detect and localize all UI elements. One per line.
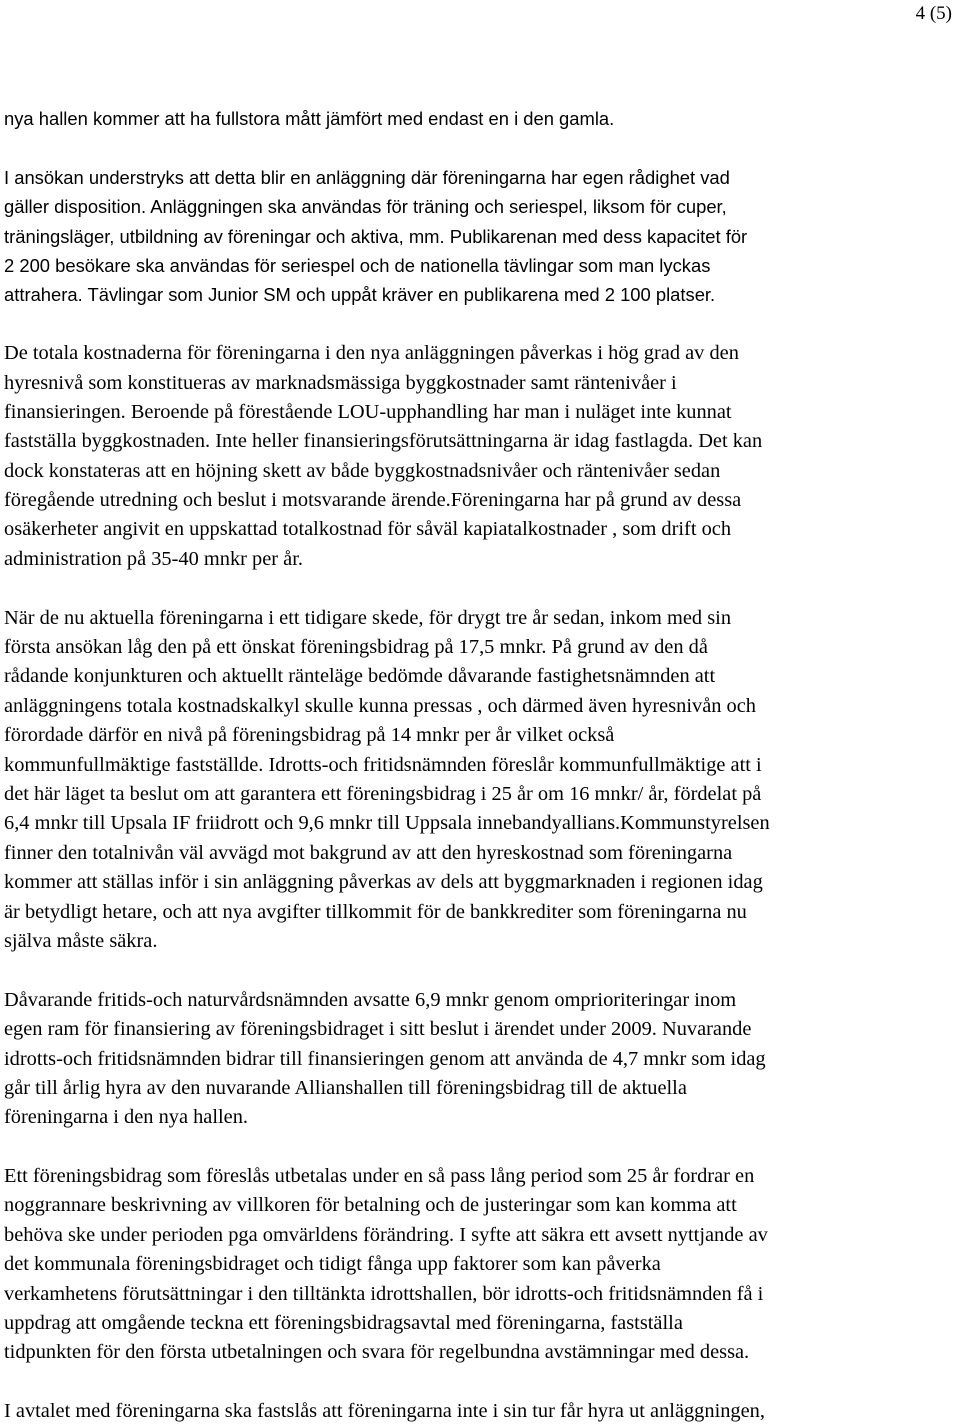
text-line: kommer att ställas inför i sin anläggning påverkas av dels att byggmarknaden i regionen idag xyxy=(4,871,763,894)
text-line: behöva ske under perioden pga omvärldens förändring. I syfte att säkra ett avsett nyttjande av xyxy=(4,1223,768,1246)
text-line: själva måste säkra. xyxy=(4,929,158,952)
text-line: dock konstateras att en höjning skett av både byggkostnadsnivåer och räntenivåer sedan xyxy=(4,459,721,482)
paragraph xyxy=(4,163,958,310)
paragraph xyxy=(4,604,958,957)
text-line: finner den totalnivån väl avvägd mot bakgrund av att den hyreskostnad som föreningarna xyxy=(4,841,733,864)
text-line: förordade därför en nivå på föreningsbidrag på 14 mnkr per år vilket också xyxy=(4,724,615,747)
paragraph xyxy=(4,986,958,1133)
text-line: 2 200 besökare ska användas för seriespel och de nationella tävlingar som man lyckas xyxy=(4,254,711,276)
page-number: 4 (5) xyxy=(915,3,952,24)
text-line: första ansökan låg den på ett önskat föreningsbidrag på 17,5 mnkr. På grund av den då xyxy=(4,636,708,659)
text-line: Ett föreningsbidrag som föreslås utbetalas under en så pass lång period som 25 år fordrar en xyxy=(4,1165,755,1188)
text-line: nya hallen kommer att ha fullstora mått jämfört med endast en i den gamla. xyxy=(4,108,615,129)
text-line: verkamhetens förutsättningar i den tilltänkta idrottshallen, bör idrotts-och fritidsnämnden få i xyxy=(4,1282,764,1305)
paragraph-spacer xyxy=(4,133,958,162)
text-line: fastställa byggkostnaden. Inte heller finansieringsförutsättningarna är idag fastlagda. Det kan xyxy=(4,430,763,453)
text-line: är betydligt hetare, och att nya avgifter tillkommit för de bankkrediter som föreningarna nu xyxy=(4,900,747,923)
text-line: föregående utredning och beslut i motsvarande ärende.Föreningarna har på grund av dessa xyxy=(4,489,742,512)
text-line: det kommunala föreningsbidraget och tidigt fånga upp faktorer som kan påverka xyxy=(4,1253,661,1276)
text-line: träningsläger, utbildning av föreningar och aktiva, mm. Publikarenan med dess kapacitet för xyxy=(4,225,748,247)
text-line: rådande konjunkturen och aktuellt ränteläge bedömde dåvarande fastighetsnämnden att xyxy=(4,665,716,688)
paragraph-spacer xyxy=(4,574,958,603)
paragraph xyxy=(4,339,958,574)
text-line: Dåvarande fritids-och naturvårdsnämnden avsatte 6,9 mnkr genom omprioriteringar inom xyxy=(4,988,737,1011)
text-line: 6,4 mnkr till Upsala IF friidrott och 9,6 mnkr till Uppsala innebandyallians.Kommunstyrelsen xyxy=(4,812,770,835)
text-line: tidpunkten för den första utbetalningen och svara för regelbundna avstämningar med dessa. xyxy=(4,1341,750,1364)
text-line: gäller disposition. Anläggningen ska användas för träning och seriespel, liksom för cuper, xyxy=(4,196,727,218)
text-line: När de nu aktuella föreningarna i ett tidigare skede, för drygt tre år sedan, inkom med sin xyxy=(4,606,732,629)
text-line: De totala kostnaderna för föreningarna i den nya anläggningen påverkas i hög grad av den xyxy=(4,342,739,365)
text-line: hyresnivå som konstitueras av marknadsmässiga byggkostnader samt räntenivåer i xyxy=(4,371,677,394)
text-line: kommunfullmäktige fastställde. Idrotts-och fritidsnämnden föreslår kommunfullmäktige att i xyxy=(4,753,762,776)
text-line: egen ram för finansiering av föreningsbidraget i sitt beslut i ärendet under 2009. Nuvarande xyxy=(4,1018,752,1041)
text-line: administration på 35-40 mnkr per år. xyxy=(4,547,303,570)
text-line: uppdrag att omgående teckna ett föreningsbidragsavtal med föreningarna, fastställa xyxy=(4,1312,683,1335)
text-line: I ansökan understryks att detta blir en anläggning där föreningarna har egen rådighet vad xyxy=(4,166,730,188)
text-line: det här läget ta beslut om att garantera ett föreningsbidrag i 25 år om 16 mnkr/ år, fördelat på xyxy=(4,782,762,805)
text-line: anläggningens totala kostnadskalkyl skulle kunna pressas , och därmed även hyresnivån och xyxy=(4,694,756,717)
paragraph-spacer xyxy=(4,310,958,339)
text-line: går till årlig hyra av den nuvarande Allianshallen till föreningsbidrag till de aktuella xyxy=(4,1076,687,1099)
paragraph-spacer xyxy=(4,1133,958,1162)
paragraph xyxy=(4,104,958,133)
text-line: noggrannare beskrivning av villkoren för betalning och de justeringar som kan komma att xyxy=(4,1194,737,1217)
text-line: föreningarna i den nya hallen. xyxy=(4,1106,249,1129)
text-line: osäkerheter angivit en uppskattad totalkostnad för såväl kapiatalkostnader , som drift och xyxy=(4,518,732,541)
document-body xyxy=(4,104,958,1427)
paragraph-spacer xyxy=(4,956,958,985)
paragraph xyxy=(4,1162,958,1368)
text-line: attrahera. Tävlingar som Junior SM och uppåt kräver en publikarena med 2 100 platser. xyxy=(4,284,716,306)
paragraph xyxy=(4,1397,958,1426)
paragraph-spacer xyxy=(4,1368,958,1397)
text-line: finansieringen. Beroende på förestående LOU-upphandling har man i nuläget inte kunnat xyxy=(4,400,732,423)
text-line: I avtalet med föreningarna ska fastslås att föreningarna inte i sin tur får hyra ut anläggningen, xyxy=(4,1400,765,1423)
text-line: idrotts-och fritidsnämnden bidrar till finansieringen genom att använda de 4,7 mnkr som idag xyxy=(4,1047,766,1070)
